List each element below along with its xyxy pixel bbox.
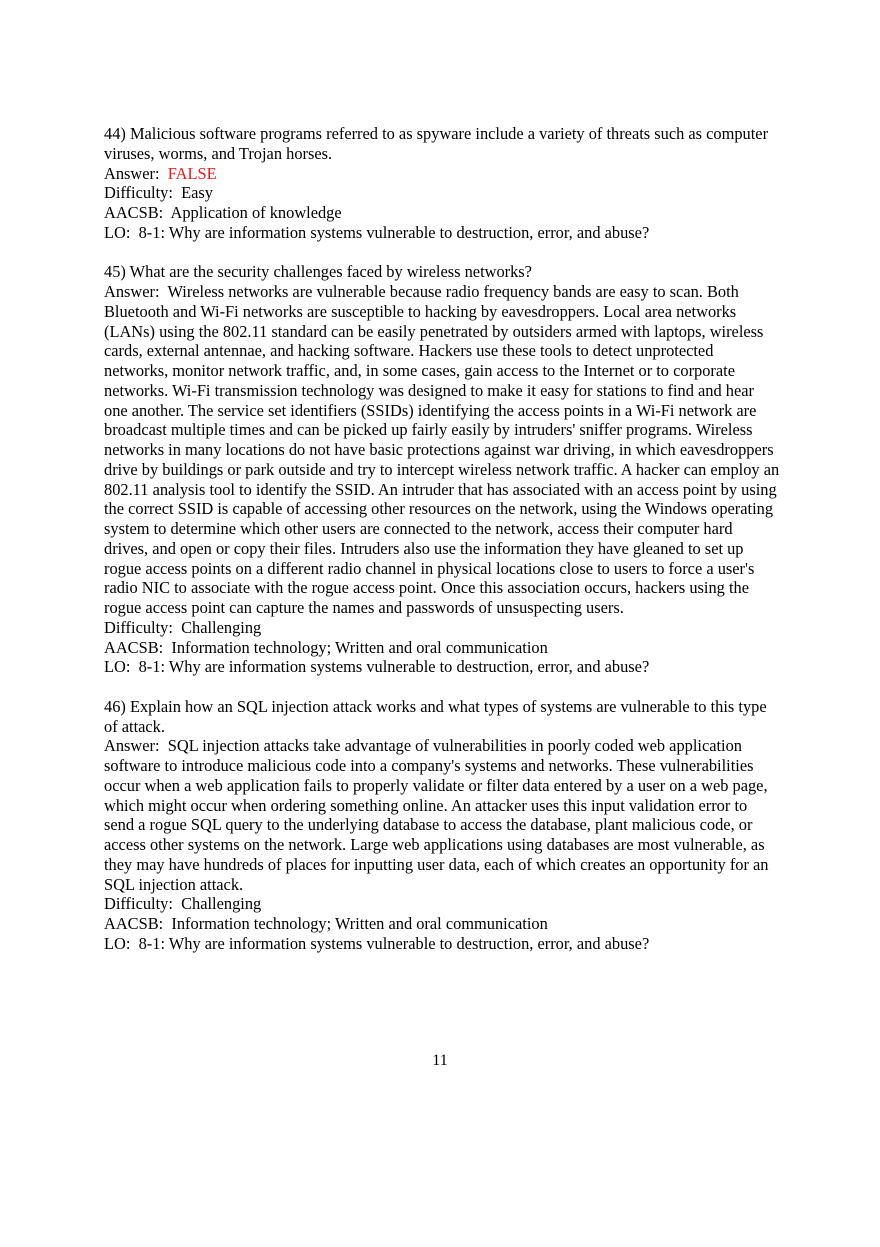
question-46 [104,697,780,954]
question-45 [104,262,784,677]
aacsb-line: AACSB: Information technology; Written and oral communication [104,637,548,657]
difficulty-line: Difficulty: Easy [104,183,213,203]
aacsb-line: AACSB: Information technology; Written and oral communication [104,914,548,933]
lo-line: LO: 8-1: Why are information systems vulnerable to destruction, error, and abuse? [104,657,650,677]
answer-label: Answer: [104,163,160,183]
answer-text: Wireless networks are vulnerable because radio frequency bands are easy to scan. Both Bluetooth and Wi-Fi networks are susceptible to hacking by eavesdroppers. Local area networks (LANs) using the 802.11 standard can be easily penetrated by outsiders armed with laptops, wireless cards, external antennae, and hacking software. Hackers use these tools to detect unprotected networks, monitor network traffic, and, in some cases, gain access to the Internet or to corporate networks. Wi-Fi transmission technology was designed to make it easy for stations to find and hear one another. The service set identifiers (SSIDs) identifying the access points in a Wi-Fi network are broadcast multiple times and can be picked up fairly easily by intruders' sniffer programs. Wireless networks in many locations do not have basic protections against war driving, in which eavesdroppers drive by buildings or park outside and try to intercept wireless network traffic. A hacker can employ an 802.11 analysis tool to identify the SSID. An intruder that has associated with an access point by using the correct SSID is capable of accessing other resources on the network, using the Windows operating system to determine which other users are connected to the network, access their computer hard drives, and open or copy their files. Intruders also use the information they have gleaned to set up rogue access points on a different radio channel in physical locations close to users to force a user's radio NIC to associate with the rogue access point. Once this association occurs, hackers using the rogue access point can capture the names and passwords of unsuspecting users. [104,282,784,617]
answer-label: Answer: [104,282,160,301]
document-page [104,124,784,954]
answer-line [104,164,780,184]
question-44 [104,124,780,243]
answer-line [104,736,780,894]
difficulty-line: Difficulty: Challenging [104,894,262,914]
question-text: 44) Malicious software programs referred to as spyware include a variety of threats such as computer viruses, worms, and Trojan horses. [104,124,773,163]
answer-value: FALSE [167,163,217,183]
page-number: 11 [432,1052,448,1069]
aacsb-line: AACSB: Application of knowledge [104,203,342,222]
question-text: 45) What are the security challenges faced by wireless networks? [104,262,532,282]
question-text: 46) Explain how an SQL injection attack works and what types of systems are vulnerable to this type of attack. [104,696,771,736]
answer-label: Answer: [104,736,160,756]
answer-text: SQL injection attacks take advantage of vulnerabilities in poorly coded web application software to introduce malicious code into a company's systems and networks. These vulnerabilities occur when a web application fails to properly validate or filter data entered by a user on a web page, which might occur when ordering something online. An attacker uses this input validation error to send a rogue SQL query to the underlying database to access the database, plant malicious code, or access other systems on the network. Large web applications using databases are most vulnerable, as they may have hundreds of places for inputting user data, each of which creates an opportunity for an SQL injection attack. [104,736,773,894]
answer-line [104,282,784,618]
lo-line: LO: 8-1: Why are information systems vulnerable to destruction, error, and abuse? [104,222,650,242]
lo-line: LO: 8-1: Why are information systems vulnerable to destruction, error, and abuse? [104,933,650,953]
difficulty-line: Difficulty: Challenging [104,617,262,637]
